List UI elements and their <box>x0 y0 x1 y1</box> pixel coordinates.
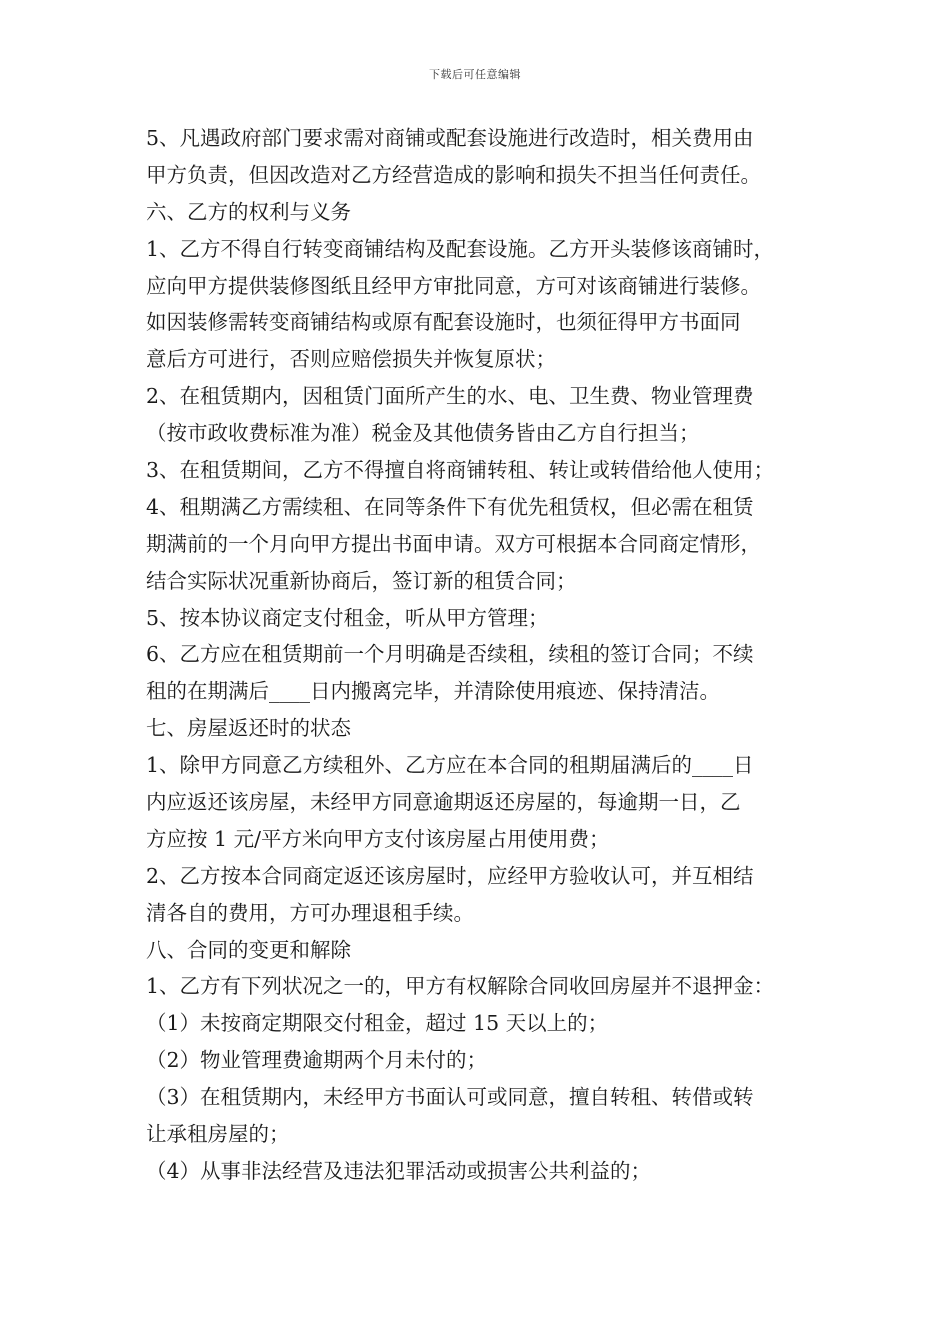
text-line: 5、凡遇政府部门要求需对商铺或配套设施进行改造时，相关费用由 <box>146 126 754 150</box>
text-line: （4）从事非法经营及违法犯罪活动或损害公共利益的； <box>146 1158 652 1183</box>
text-line: 1、乙方有下列状况之一的，甲方有权解除合同收回房屋并不退押金： <box>146 974 775 999</box>
text-line: 2、乙方按本合同商定返还该房屋时，应经甲方验收认可，并互相结 <box>146 863 754 888</box>
text-line: （1）未按商定期限交付租金，超过 15 天以上的； <box>146 1011 609 1036</box>
section-heading: 六、乙方的权利与义务 <box>146 199 351 224</box>
text-line: 1、除甲方同意乙方续租外、乙方应在本合同的租期届满后的____日 <box>146 753 754 778</box>
page-header: 下载后可任意编辑 <box>429 68 521 81</box>
text-line: （2）物业管理费逾期两个月未付的； <box>146 1048 488 1073</box>
document-body <box>146 120 818 1190</box>
text-line: 甲方负责，但因改造对乙方经营造成的影响和损失不担当任何责任。 <box>146 162 761 187</box>
text-line: 5、按本协议商定支付租金，听从甲方管理； <box>146 605 549 630</box>
section-heading: 七、房屋返还时的状态 <box>146 716 351 741</box>
text-line: 期满前的一个月向甲方提出书面申请。双方可根据本合同商定情形， <box>146 531 761 556</box>
text-line: 意后方可进行，否则应赔偿损失并恢复原状； <box>146 347 556 372</box>
text-line: 应向甲方提供装修图纸且经甲方审批同意，方可对该商铺进行装修。 <box>146 273 761 298</box>
text-line: 让承租房屋的； <box>146 1122 290 1147</box>
text-line: 租的在期满后____日内搬离完毕，并清除使用痕迹、保持清洁。 <box>146 679 720 704</box>
text-line: 6、乙方应在租赁期前一个月明确是否续租，续租的签订合同；不续 <box>146 642 754 667</box>
text-line: （3）在租赁期内，未经甲方书面认可或同意，擅自转租、转借或转 <box>146 1085 754 1110</box>
text-line: 3、在租赁期间，乙方不得擅自将商铺转租、转让或转借给他人使用； <box>146 458 775 483</box>
text-line: 内应返还该房屋，未经甲方同意逾期返还房屋的，每逾期一日，乙 <box>146 790 741 815</box>
text-line: 1、乙方不得自行转变商铺结构及配套设施。乙方开头装修该商铺时， <box>146 236 775 261</box>
text-line: 清各自的费用，方可办理退租手续。 <box>146 900 474 925</box>
text-line: 4、租期满乙方需续租、在同等条件下有优先租赁权，但必需在租赁 <box>146 494 754 519</box>
text-line: 如因装修需转变商铺结构或原有配套设施时，也须征得甲方书面同 <box>146 310 741 335</box>
text-line: 方应按 1 元/平方米向甲方支付该房屋占用使用费； <box>146 826 610 851</box>
text-line: 2、在租赁期内，因租赁门面所产生的水、电、卫生费、物业管理费 <box>146 384 754 409</box>
text-line: 结合实际状况重新协商后，签订新的租赁合同； <box>146 568 577 593</box>
text-line: （按市政收费标准为准）税金及其他债务皆由乙方自行担当； <box>146 421 700 446</box>
section-heading: 八、合同的变更和解除 <box>146 937 351 962</box>
